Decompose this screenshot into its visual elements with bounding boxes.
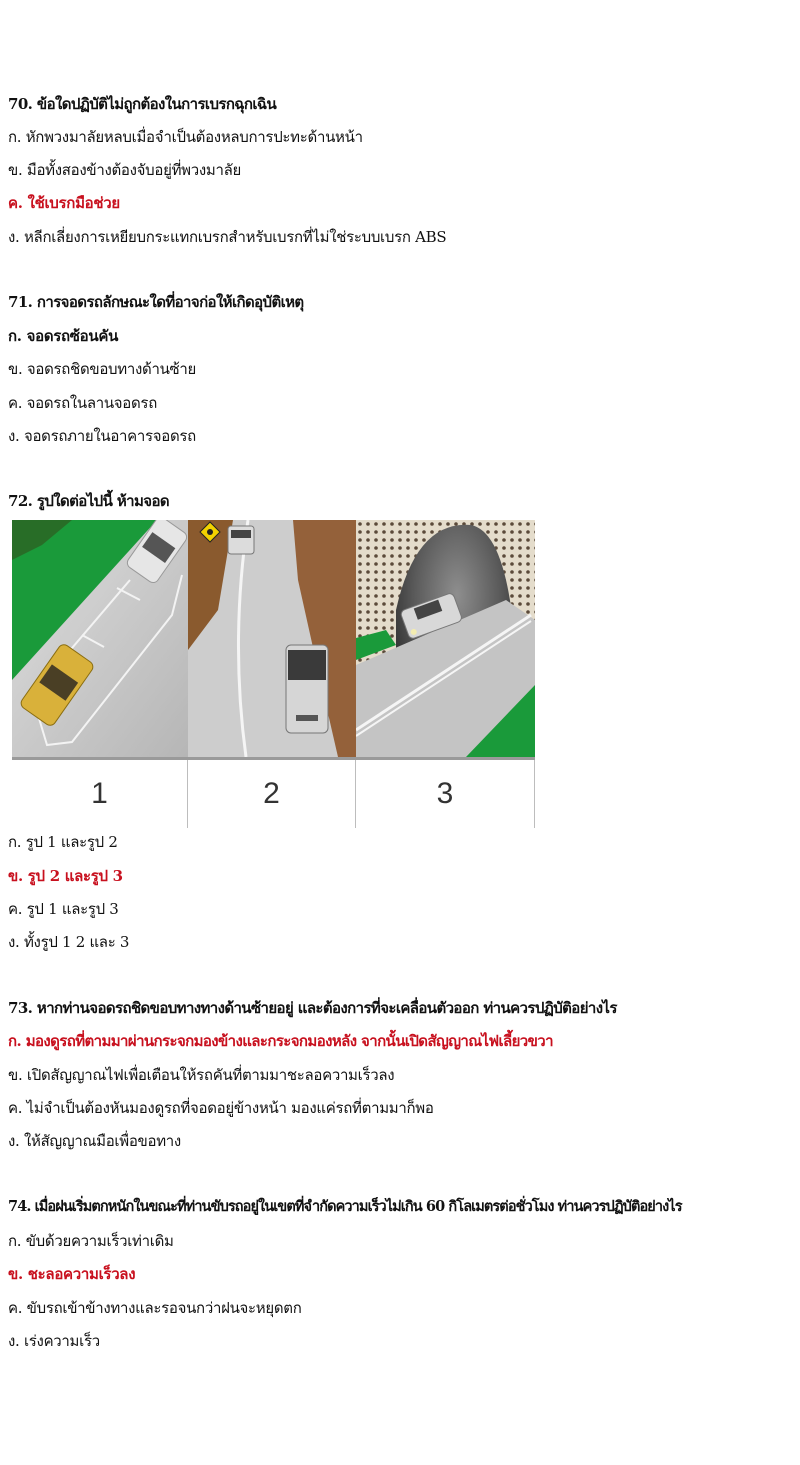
question-70: 70. ข้อใดปฏิบัติไม่ถูกต้องในการเบรกฉุกเฉิน xyxy=(8,95,277,113)
q74-option-b-correct: ข. ชะลอความเร็วลง xyxy=(8,1265,136,1283)
question-73: 73. หากท่านจอดรถชิดขอบทางทางด้านซ้ายอยู่ และต้องการที่จะเคลื่อนตัวออก ท่านควรปฏิบัติอย่างไร xyxy=(8,999,617,1017)
q74-option-d: ง. เร่งความเร็ว xyxy=(8,1332,100,1350)
figure-label-row xyxy=(12,757,535,828)
q74-option-c: ค. ขับรถเข้าข้างทางและรอจนกว่าฝนจะหยุดตก xyxy=(8,1299,302,1317)
q70-option-b: ข. มือทั้งสองข้างต้องจับอยู่ที่พวงมาลัย xyxy=(8,161,241,179)
q71-option-b: ข. จอดรถชิดขอบทางด้านซ้าย xyxy=(8,360,197,378)
q72-option-c: ค. รูป 1 และรูป 3 xyxy=(8,900,119,918)
q71-option-d: ง. จอดรถภายในอาคารจอดรถ xyxy=(8,427,196,445)
question-71: 71. การจอดรถลักษณะใดที่อาจก่อให้เกิดอุบัติเหตุ xyxy=(8,293,304,311)
figure-label-2: 2 xyxy=(188,760,356,828)
q70-option-a: ก. หักพวงมาลัยหลบเมื่อจำเป็นต้องหลบการปะทะด้านหน้า xyxy=(8,128,363,146)
q71-option-a: ก. จอดรถซ้อนคัน xyxy=(8,327,119,345)
q72-option-d: ง. ทั้งรูป 1 2 และ 3 xyxy=(8,933,130,951)
q70-option-d: ง. หลีกเลี่ยงการเหยียบกระแทกเบรกสำหรับเบรกที่ไม่ใช่ระบบเบรก ABS xyxy=(8,228,447,246)
q74-option-a: ก. ขับด้วยความเร็วเท่าเดิม xyxy=(8,1232,174,1250)
question-74: 74. เมื่อฝนเริ่มตกหนักในขณะที่ท่านขับรถอยู่ในเขตที่จำกัดความเร็วไม่เกิน 60 กิโลเมตรต่อชั่วโมง ท่านควรปฏิบัติอย่างไร xyxy=(8,1198,682,1215)
q72-figure xyxy=(12,520,535,828)
q71-option-c: ค. จอดรถในลานจอดรถ xyxy=(8,394,157,412)
q72-option-a: ก. รูป 1 และรูป 2 xyxy=(8,833,118,851)
figure-label-1: 1 xyxy=(12,760,188,828)
question-72: 72. รูปใดต่อไปนี้ ห้ามจอด xyxy=(8,492,169,510)
q73-option-a-correct: ก. มองดูรถที่ตามมาผ่านกระจกมองข้างและกระจกมองหลัง จากนั้นเปิดสัญญาณไฟเลี้ยวขวา xyxy=(8,1032,553,1050)
q72-option-b-correct: ข. รูป 2 และรูป 3 xyxy=(8,867,123,885)
figure-panel-3-image xyxy=(356,520,535,757)
figure-label-3: 3 xyxy=(356,760,535,828)
q73-option-d: ง. ให้สัญญาณมือเพื่อขอทาง xyxy=(8,1132,181,1150)
q70-option-c-correct: ค. ใช้เบรกมือช่วย xyxy=(8,194,120,212)
q73-option-b: ข. เปิดสัญญาณไฟเพื่อเตือนให้รถคันที่ตามมาชะลอความเร็วลง xyxy=(8,1066,395,1084)
q73-option-c: ค. ไม่จำเป็นต้องหันมองดูรถที่จอดอยู่ข้างหน้า มองแค่รถที่ตามมาก็พอ xyxy=(8,1099,434,1117)
figure-panel-2-image xyxy=(188,520,356,757)
figure-panel-1-image xyxy=(12,520,188,757)
